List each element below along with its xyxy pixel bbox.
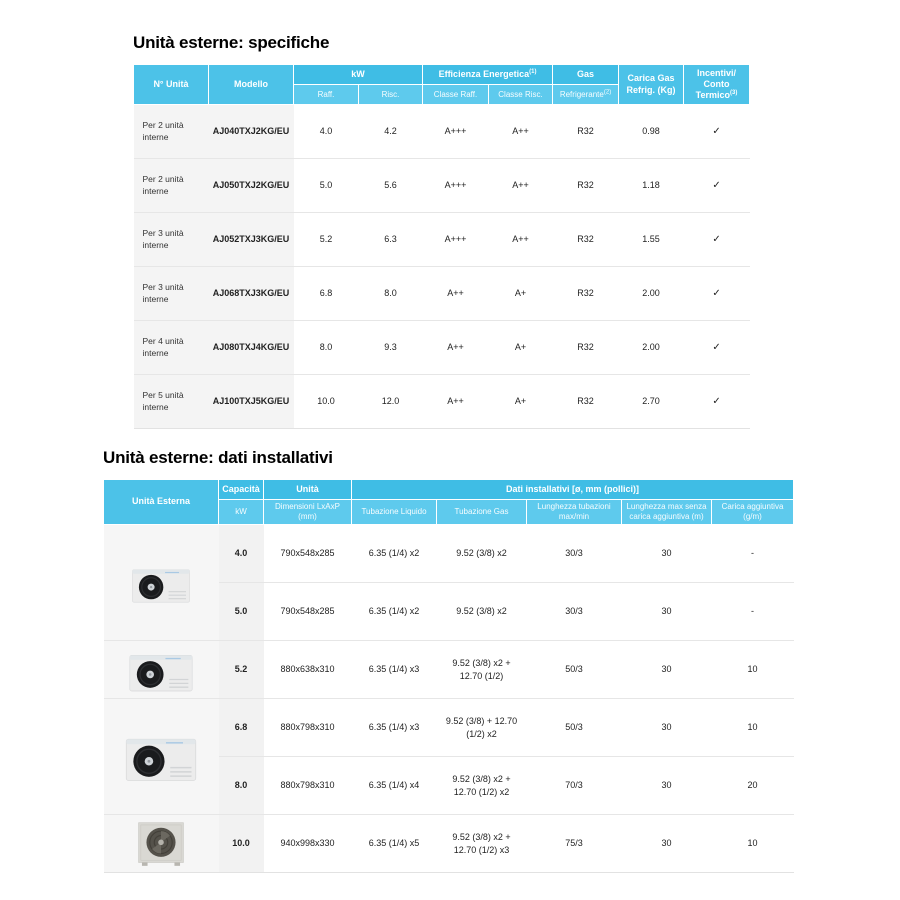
cell-lunghezza-tubazioni: 30/3 [527,525,622,583]
cell-classe-risc: A+ [489,375,553,429]
cell-lunghezza-max: 30 [622,699,712,757]
cell-tubazione-liquido: 6.35 (1/4) x3 [352,641,437,699]
cell-model: AJ050TXJ2KG/EU [209,159,294,213]
cell-tubazione-gas: 9.52 (3/8) x2 [437,583,527,641]
cell-carica-aggiuntiva: - [712,583,794,641]
header-n-unita: N° Unità [134,65,209,105]
cell-carica-aggiuntiva: 10 [712,699,794,757]
checkmark-icon: ✓ [684,267,750,321]
subheader-tubazione-liquido: Tubazione Liquido [352,500,437,525]
header-group-efficienza-label: Efficienza Energetica [438,68,530,79]
cell-unit-photo [104,525,219,641]
cell-raff: 8.0 [294,321,359,375]
header-carica-line1: Carica Gas [627,73,675,84]
cell-gas: R32 [553,375,619,429]
cell-units: Per 3 unità interne [134,213,209,267]
cell-gas: R32 [553,321,619,375]
table-row [134,267,750,321]
subheader-tubazione-gas: Tubazione Gas [437,500,527,525]
subheader-refrigerante [553,85,619,105]
cell-classe-raff: A++ [423,267,489,321]
cell-gas: R32 [553,105,619,159]
table-row [134,375,750,429]
cell-carica: 2.00 [619,321,684,375]
cell-capacita: 4.0 [219,525,264,583]
cell-dimensioni: 880x638x310 [264,641,352,699]
cell-carica: 1.18 [619,159,684,213]
cell-tubazione-liquido: 6.35 (1/4) x2 [352,583,437,641]
header-group-dati-installativi: Dati installativi [ø, mm (pollici)] [352,480,794,500]
cell-classe-risc: A++ [489,159,553,213]
cell-units: Per 5 unità interne [134,375,209,429]
header-carica-gas [619,65,684,105]
cell-lunghezza-max: 30 [622,641,712,699]
cell-carica-aggiuntiva: 10 [712,641,794,699]
cell-lunghezza-max: 30 [622,757,712,815]
cell-dimensioni: 880x798x310 [264,699,352,757]
cell-tubazione-liquido: 6.35 (1/4) x2 [352,525,437,583]
header-unita: Unità [264,480,352,500]
header-unita-esterna: Unità Esterna [104,480,219,525]
header-incentivi [684,65,750,105]
install-table-header [104,480,794,525]
cell-raff: 6.8 [294,267,359,321]
cell-model: AJ040TXJ2KG/EU [209,105,294,159]
cell-classe-raff: A++ [423,321,489,375]
cell-model: AJ068TXJ3KG/EU [209,267,294,321]
incentivi-footnote: (3) [730,90,738,97]
checkmark-icon: ✓ [684,105,750,159]
cell-lunghezza-tubazioni: 50/3 [527,641,622,699]
cell-units: Per 3 unità interne [134,267,209,321]
cell-tubazione-gas: 9.52 (3/8) + 12.70 (1/2) x2 [437,699,527,757]
cell-classe-raff: A++ [423,375,489,429]
cell-raff: 4.0 [294,105,359,159]
cell-classe-risc: A++ [489,105,553,159]
table-row [104,699,794,757]
install-section [103,448,793,873]
cell-gas: R32 [553,213,619,267]
cell-unit-photo [104,699,219,815]
cell-carica-aggiuntiva: 10 [712,815,794,873]
cell-risc: 9.3 [359,321,423,375]
cell-lunghezza-tubazioni: 75/3 [527,815,622,873]
subheader-raff: Raff. [294,85,359,105]
cell-risc: 8.0 [359,267,423,321]
header-group-kw: kW [294,65,423,85]
header-incentivi-line1: Incentivi/ [697,67,737,78]
specs-section [133,33,748,429]
cell-tubazione-liquido: 6.35 (1/4) x5 [352,815,437,873]
header-group-efficienza [423,65,553,85]
subheader-lunghezza-tubazioni: Lunghezza tubazioni max/min [527,500,622,525]
specs-title: Unità esterne: specifiche [133,33,330,52]
cell-capacita: 5.0 [219,583,264,641]
subheader-dimensioni: Dimensioni LxAxP (mm) [264,500,352,525]
cell-carica-aggiuntiva: - [712,525,794,583]
checkmark-icon: ✓ [684,321,750,375]
cell-units: Per 2 unità interne [134,105,209,159]
table-row [134,213,750,267]
subheader-carica-aggiuntiva: Carica aggiuntiva (g/m) [712,500,794,525]
subheader-lunghezza-max: Lunghezza max senza carica aggiuntiva (m) [622,500,712,525]
cell-capacita: 10.0 [219,815,264,873]
cell-risc: 4.2 [359,105,423,159]
cell-classe-raff: A+++ [423,105,489,159]
cell-carica-aggiuntiva: 20 [712,757,794,815]
specs-table [133,64,750,429]
efficienza-footnote: (1) [529,68,537,75]
specs-table-header [134,65,750,105]
header-carica-line2: Refrig. (Kg) [626,84,676,95]
subheader-refrigerante-label: Refrigerante [559,89,604,99]
outdoor-unit-medium-image [108,645,215,695]
cell-unit-photo [104,641,219,699]
cell-risc: 12.0 [359,375,423,429]
cell-risc: 6.3 [359,213,423,267]
subheader-kw: kW [219,500,264,525]
cell-raff: 10.0 [294,375,359,429]
cell-classe-risc: A+ [489,267,553,321]
cell-risc: 5.6 [359,159,423,213]
outdoor-unit-large-image [108,729,215,785]
cell-classe-risc: A++ [489,213,553,267]
cell-capacita: 5.2 [219,641,264,699]
checkmark-icon: ✓ [684,159,750,213]
cell-carica: 2.70 [619,375,684,429]
cell-dimensioni: 880x798x310 [264,757,352,815]
install-title: Unità esterne: dati installativi [103,448,333,467]
subheader-risc: Risc. [359,85,423,105]
cell-lunghezza-max: 30 [622,525,712,583]
table-row [104,815,794,873]
cell-tubazione-gas: 9.52 (3/8) x2 + 12.70 (1/2) x3 [437,815,527,873]
cell-tubazione-gas: 9.52 (3/8) x2 + 12.70 (1/2) [437,641,527,699]
cell-unit-photo [104,815,219,873]
cell-lunghezza-tubazioni: 70/3 [527,757,622,815]
outdoor-unit-xl-image [108,819,215,869]
cell-raff: 5.0 [294,159,359,213]
cell-capacita: 8.0 [219,757,264,815]
table-row [104,641,794,699]
cell-dimensioni: 790x548x285 [264,583,352,641]
cell-model: AJ080TXJ4KG/EU [209,321,294,375]
install-table [103,479,794,873]
cell-raff: 5.2 [294,213,359,267]
subheader-classe-risc: Classe Risc. [489,85,553,105]
checkmark-icon: ✓ [684,213,750,267]
cell-classe-raff: A+++ [423,159,489,213]
cell-lunghezza-tubazioni: 30/3 [527,583,622,641]
cell-dimensioni: 940x998x330 [264,815,352,873]
cell-carica: 2.00 [619,267,684,321]
cell-tubazione-gas: 9.52 (3/8) x2 [437,525,527,583]
cell-capacita: 6.8 [219,699,264,757]
refrigerante-footnote: (2) [603,88,612,95]
header-capacita: Capacità [219,480,264,500]
cell-tubazione-liquido: 6.35 (1/4) x3 [352,699,437,757]
table-row [134,105,750,159]
cell-classe-risc: A+ [489,321,553,375]
cell-classe-raff: A+++ [423,213,489,267]
cell-model: AJ052TXJ3KG/EU [209,213,294,267]
cell-gas: R32 [553,267,619,321]
cell-carica: 1.55 [619,213,684,267]
outdoor-unit-small-image [108,560,215,606]
table-row [134,321,750,375]
cell-gas: R32 [553,159,619,213]
cell-dimensioni: 790x548x285 [264,525,352,583]
cell-carica: 0.98 [619,105,684,159]
cell-tubazione-gas: 9.52 (3/8) x2 + 12.70 (1/2) x2 [437,757,527,815]
cell-lunghezza-tubazioni: 50/3 [527,699,622,757]
cell-tubazione-liquido: 6.35 (1/4) x4 [352,757,437,815]
checkmark-icon: ✓ [684,375,750,429]
cell-units: Per 2 unità interne [134,159,209,213]
table-row [104,525,794,583]
cell-model: AJ100TXJ5KG/EU [209,375,294,429]
header-group-gas: Gas [553,65,619,85]
cell-units: Per 4 unità interne [134,321,209,375]
subheader-classe-raff: Classe Raff. [423,85,489,105]
cell-lunghezza-max: 30 [622,583,712,641]
cell-lunghezza-max: 30 [622,815,712,873]
header-incentivi-line2: Conto Termico [695,78,731,101]
table-row [134,159,750,213]
header-modello: Modello [209,65,294,105]
